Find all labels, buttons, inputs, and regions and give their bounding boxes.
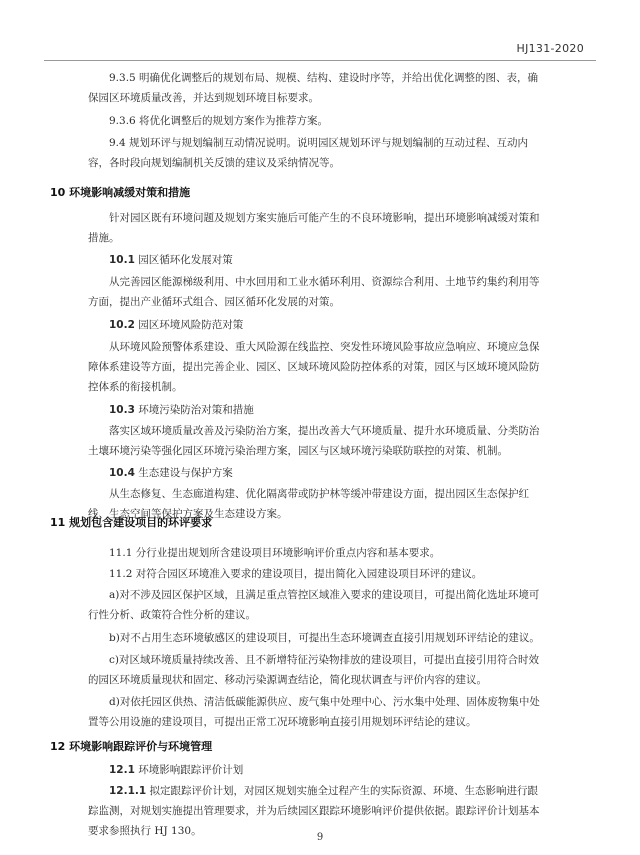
subheading-title: 园区循环化发展对策 — [138, 254, 233, 266]
paragraph-10-1: 从完善园区能源梯级利用、中水回用和工业水循环利用、资源综合利用、土地节约集约利用等方面，提出产业循环式组合、园区循环化发展的对策。 — [88, 276, 540, 308]
paragraph-11-2: 11.2 对符合园区环境准入要求的建设项目，提出简化入园建设项目环评的建议。 — [109, 568, 483, 580]
subheading-title: 环境污染防治对策和措施 — [138, 404, 254, 416]
list-item-c: c)对区域环境质量持续改善、且不新增特征污染物排放的建设项目，可提出直接引用符合时效的园区环境质量现状和固定、移动污染源调查结论，简化现状调查与评价内容的建议。 — [88, 654, 539, 686]
section-heading-12: 12 环境影响跟踪评价与环境管理 — [50, 740, 213, 753]
paragraph-10-2: 从环境风险预警体系建设、重大风险源在线监控、突发性环境风险事故应急响应、环境应急保障体系建设等方面，提出完善企业、园区、区域环境风险防控体系的对策，园区与区域环境风险防控体系的衔接机制。 — [88, 341, 540, 393]
subheading-12-1 — [88, 760, 548, 780]
subheading-title: 生态建设与保护方案 — [138, 467, 233, 479]
document-code: HJ131-2020 — [516, 42, 584, 55]
subheading-title: 园区环境风险防范对策 — [138, 319, 244, 331]
subheading-10-2 — [88, 315, 548, 335]
subheading-10-1 — [88, 250, 548, 270]
header-rule — [44, 60, 596, 61]
list-item-b: b)对不占用生态环境敏感区的建设项目，可提出生态环境调查直接引用规划环评结论的建议。 — [109, 632, 540, 644]
subheading-number: 10.2 — [109, 319, 135, 331]
paragraph-10-4: 从生态修复、生态廊道构建、优化隔离带或防护林等缓冲带建设方面，提出园区生态保护红线、生态空间等保护方案及生态建设方案。 — [88, 488, 529, 520]
subheading-title: 环境影响跟踪评价计划 — [138, 764, 244, 776]
subheading-10-4 — [88, 463, 548, 483]
paragraph-10-intro: 针对园区既有环境问题及规划方案实施后可能产生的不良环境影响，提出环境影响减缓对策和措施。 — [88, 212, 540, 244]
paragraph-9-3-5: 9.3.5 明确优化调整后的规划布局、规模、结构、建设时序等，并给出优化调整的图、表，确保园区环境质量改善，并达到规划环境目标要求。 — [88, 72, 539, 104]
clause-number: 12.1.1 — [109, 785, 147, 797]
page-number: 9 — [316, 832, 324, 843]
subheading-number: 12.1 — [109, 764, 135, 776]
paragraph-11-1: 11.1 分行业提出规划所含建设项目环境影响评价重点内容和基本要求。 — [109, 547, 441, 559]
list-item-d: d)对依托园区供热、清洁低碳能源供应、废气集中处理中心、污水集中处理、固体废物集中处置等公用设施的建设项目，可提出正常工况环境影响直接引用规划环评结论的建议。 — [88, 696, 540, 728]
subheading-10-3 — [88, 400, 548, 420]
section-heading-10: 10 环境影响减缓对策和措施 — [50, 186, 191, 199]
section-heading-11: 11 规划包含建设项目的环评要求 — [50, 516, 213, 529]
clause-text: 拟定跟踪评价计划，对园区规划实施全过程产生的实际资源、环境、生态影响进行跟踪监测，对规划实施提出管理要求，并为后续园区跟踪环境影响评价提供依据。跟踪评价计划基本要求参照执行 HJ 130。 — [88, 785, 540, 837]
subheading-number: 10.1 — [109, 254, 135, 266]
subheading-number: 10.3 — [109, 404, 135, 416]
paragraph-10-3: 落实区域环境质量改善及污染防治方案，提出改善大气环境质量、提升水环境质量、分类防治土壤环境污染等强化园区环境污染治理方案，园区与区域环境污染联防联控的对策、机制。 — [88, 425, 540, 457]
subheading-number: 10.4 — [109, 467, 135, 479]
list-item-a: a)对不涉及园区保护区域，且满足重点管控区域准入要求的建设项目，可提出简化选址环境可行性分析、政策符合性分析的建议。 — [88, 589, 540, 621]
paragraph-9-3-6: 9.3.6 将优化调整后的规划方案作为推荐方案。 — [109, 115, 329, 127]
paragraph-9-4: 9.4 规划环评与规划编制互动情况说明。说明园区规划环评与规划编制的互动过程、互动内容，各时段向规划编制机关反馈的建议及采纳情况等。 — [88, 137, 529, 169]
